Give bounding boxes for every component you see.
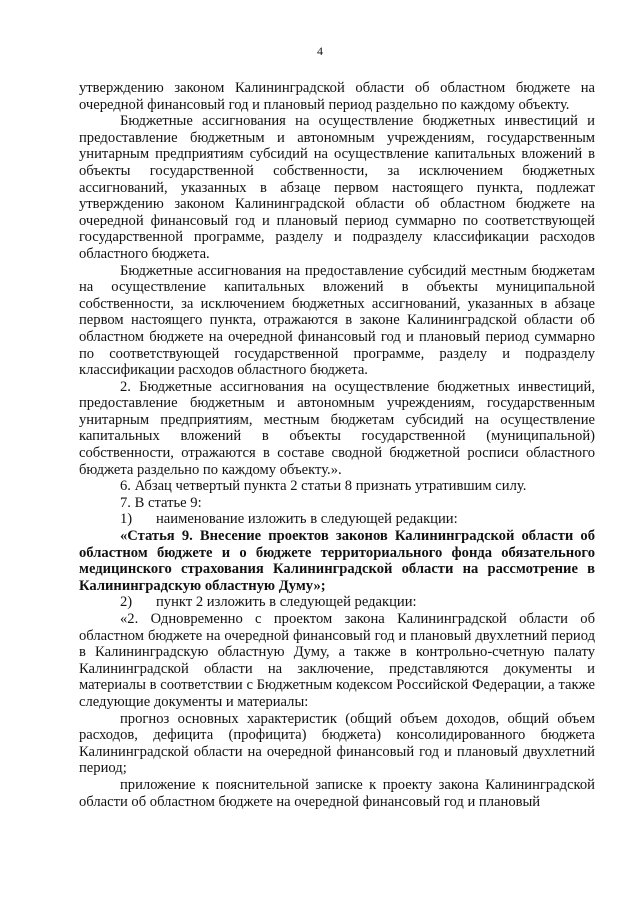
article-heading: «Статья 9. Внесение проектов законов Калининградской области об областном бюджете и о бюджете территориального фонда обязательного медицинского страхования Калининградской области на рассмотрение в Калининградскую областную Думу»; xyxy=(79,528,595,594)
page-number: 4 xyxy=(317,44,323,58)
paragraph-budget-allocations-subsidies: Бюджетные ассигнования на предоставление субсидий местным бюджетам на осуществление капитальных вложений в объекты муниципальной собственности, за исключением бюджетных ассигнований, указанных в абзаце первом настоящего пункта, отражаются в законе Калининградской области об областном бюджете на очередной финансовый год и плановый период суммарно по соответствующей государственной программе, разделу и подразделу классификации расходов областного бюджета. xyxy=(79,262,595,379)
paragraph-item-2: 2. Бюджетные ассигнования на осуществление бюджетных инвестиций, предоставление бюджетным и автономным учреждениям, государственным унитарным предприятиям, местным бюджетам субсидий на осуществление капитальных вложений в объекты государственной (муниципальной) собственности, отражаются в составе сводной бюджетной росписи областного бюджета раздельно по каждому объекту.». xyxy=(79,378,595,478)
paragraph-continuation: утверждению законом Калининградской области об областном бюджете на очередной финансовый год и плановый период раздельно по каждому объекту. xyxy=(79,80,595,113)
document-body xyxy=(79,80,595,810)
paragraph-forecast: прогноз основных характеристик (общий объем доходов, общий объем расходов, дефицита (профицита) бюджета) консолидированного бюджета Калининградской области на очередной финансовый год и плановый двухлетний период; xyxy=(79,710,595,777)
paragraph-point-2-text: «2. Одновременно с проектом закона Калининградской области об областном бюджете на очередной финансовый год и плановый двухлетний период в Калининградскую областную Думу, а также в контрольно-счетную палату Калининградской области на заключение, представляются документы и материалы в соответствии с Бюджетным кодексом Российской Федерации, а также следующие документы и материалы: xyxy=(79,611,595,710)
list-item-2 xyxy=(79,594,595,611)
paragraph-budget-allocations-investments: Бюджетные ассигнования на осуществление бюджетных инвестиций и предоставление бюджетным и автономным учреждениям, государственным унитарным предприятиям субсидий на осуществление капитальных вложений в объекты государственной собственности, за исключением бюджетных ассигнований, указанных в абзаце первом настоящего пункта, подлежат утверждению законом Калининградской области об областном бюджете на очередной финансовый год и плановый период суммарно по соответствующей государственной программе, разделу и подразделу классификации расходов областного бюджета. xyxy=(79,113,595,262)
paragraph-amendment-7: 7. В статье 9: xyxy=(120,494,202,511)
list-item-text: наименование изложить в следующей редакции: xyxy=(156,511,458,528)
list-item-number: 1) xyxy=(120,511,133,528)
list-item-1 xyxy=(79,511,595,528)
list-item-text: пункт 2 изложить в следующей редакции: xyxy=(156,594,417,611)
paragraph-appendix: приложение к пояснительной записке к проекту закона Калининградской области об областном бюджете на очередной финансовый год и плановый xyxy=(79,776,595,810)
paragraph-amendment-6: 6. Абзац четвертый пункта 2 статьи 8 признать утратившим силу. xyxy=(120,478,527,495)
list-item-number: 2) xyxy=(120,594,133,611)
